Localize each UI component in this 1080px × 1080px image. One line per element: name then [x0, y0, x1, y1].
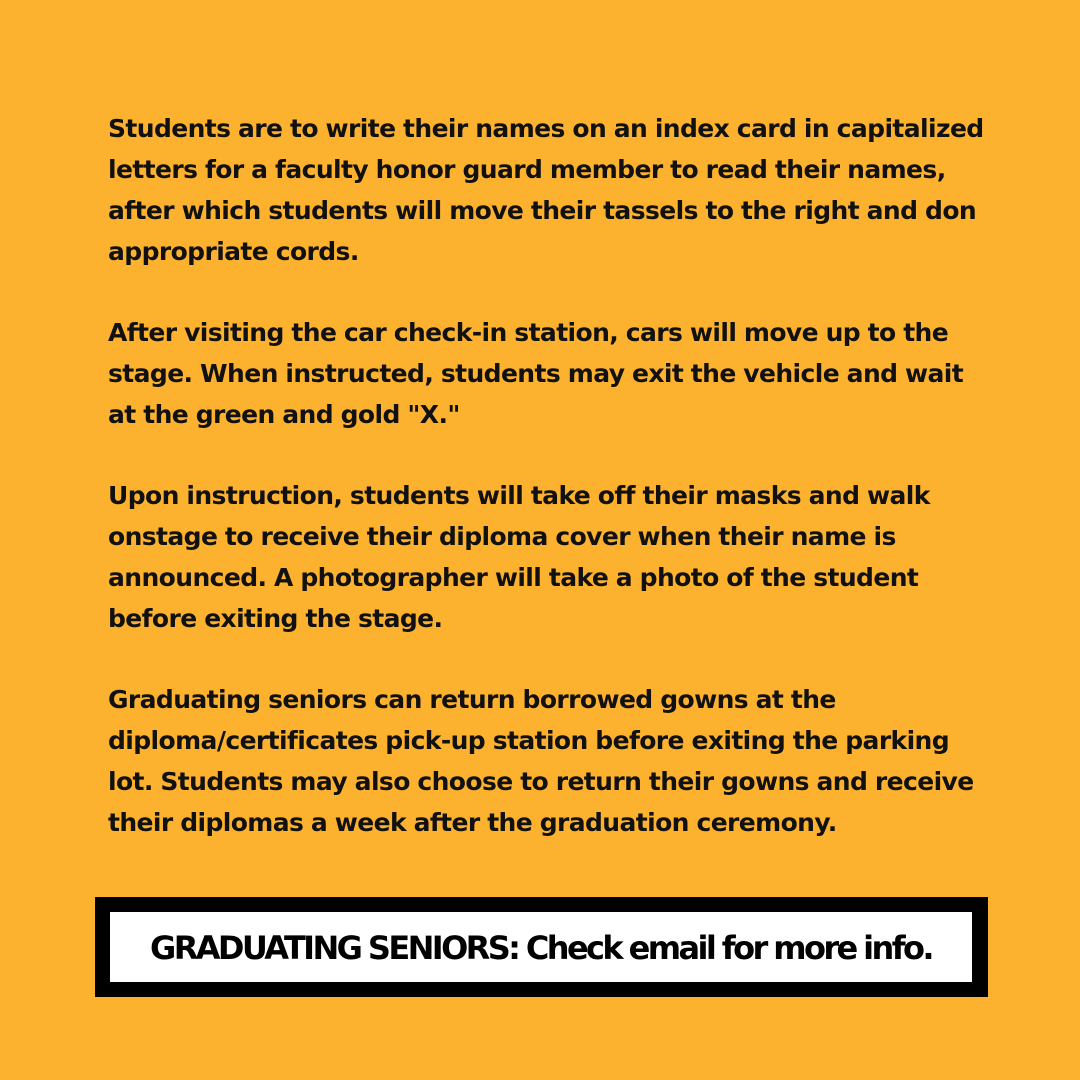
notice-banner — [95, 897, 988, 997]
paragraph-car-check-in: After visiting the car check-in station, cars will move up to the stage. When instructed, students may exit the vehicle and wait at the green and gold "X." — [108, 318, 964, 429]
notice-banner-inner — [110, 912, 972, 982]
paragraph-index-card: Students are to write their names on an index card in capitalized letters for a faculty honor guard member to read their names, after which students will move their tassels to the right and don appropriate cords. — [108, 114, 984, 266]
paragraph-return-gowns: Graduating seniors can return borrowed gowns at the diploma/certificates pick-up station before exiting the parking lot. Students may also choose to return their gowns and receive their diplomas a week after the graduation ceremony. — [108, 685, 974, 837]
paragraph-walk-onstage: Upon instruction, students will take off their masks and walk onstage to receive their diploma cover when their name is announced. A photographer will take a photo of the student before exiting the stage. — [108, 481, 930, 633]
notice-banner-text: GRADUATING SENIORS: Check email for more info. — [150, 929, 932, 967]
instructions-body — [108, 108, 998, 883]
